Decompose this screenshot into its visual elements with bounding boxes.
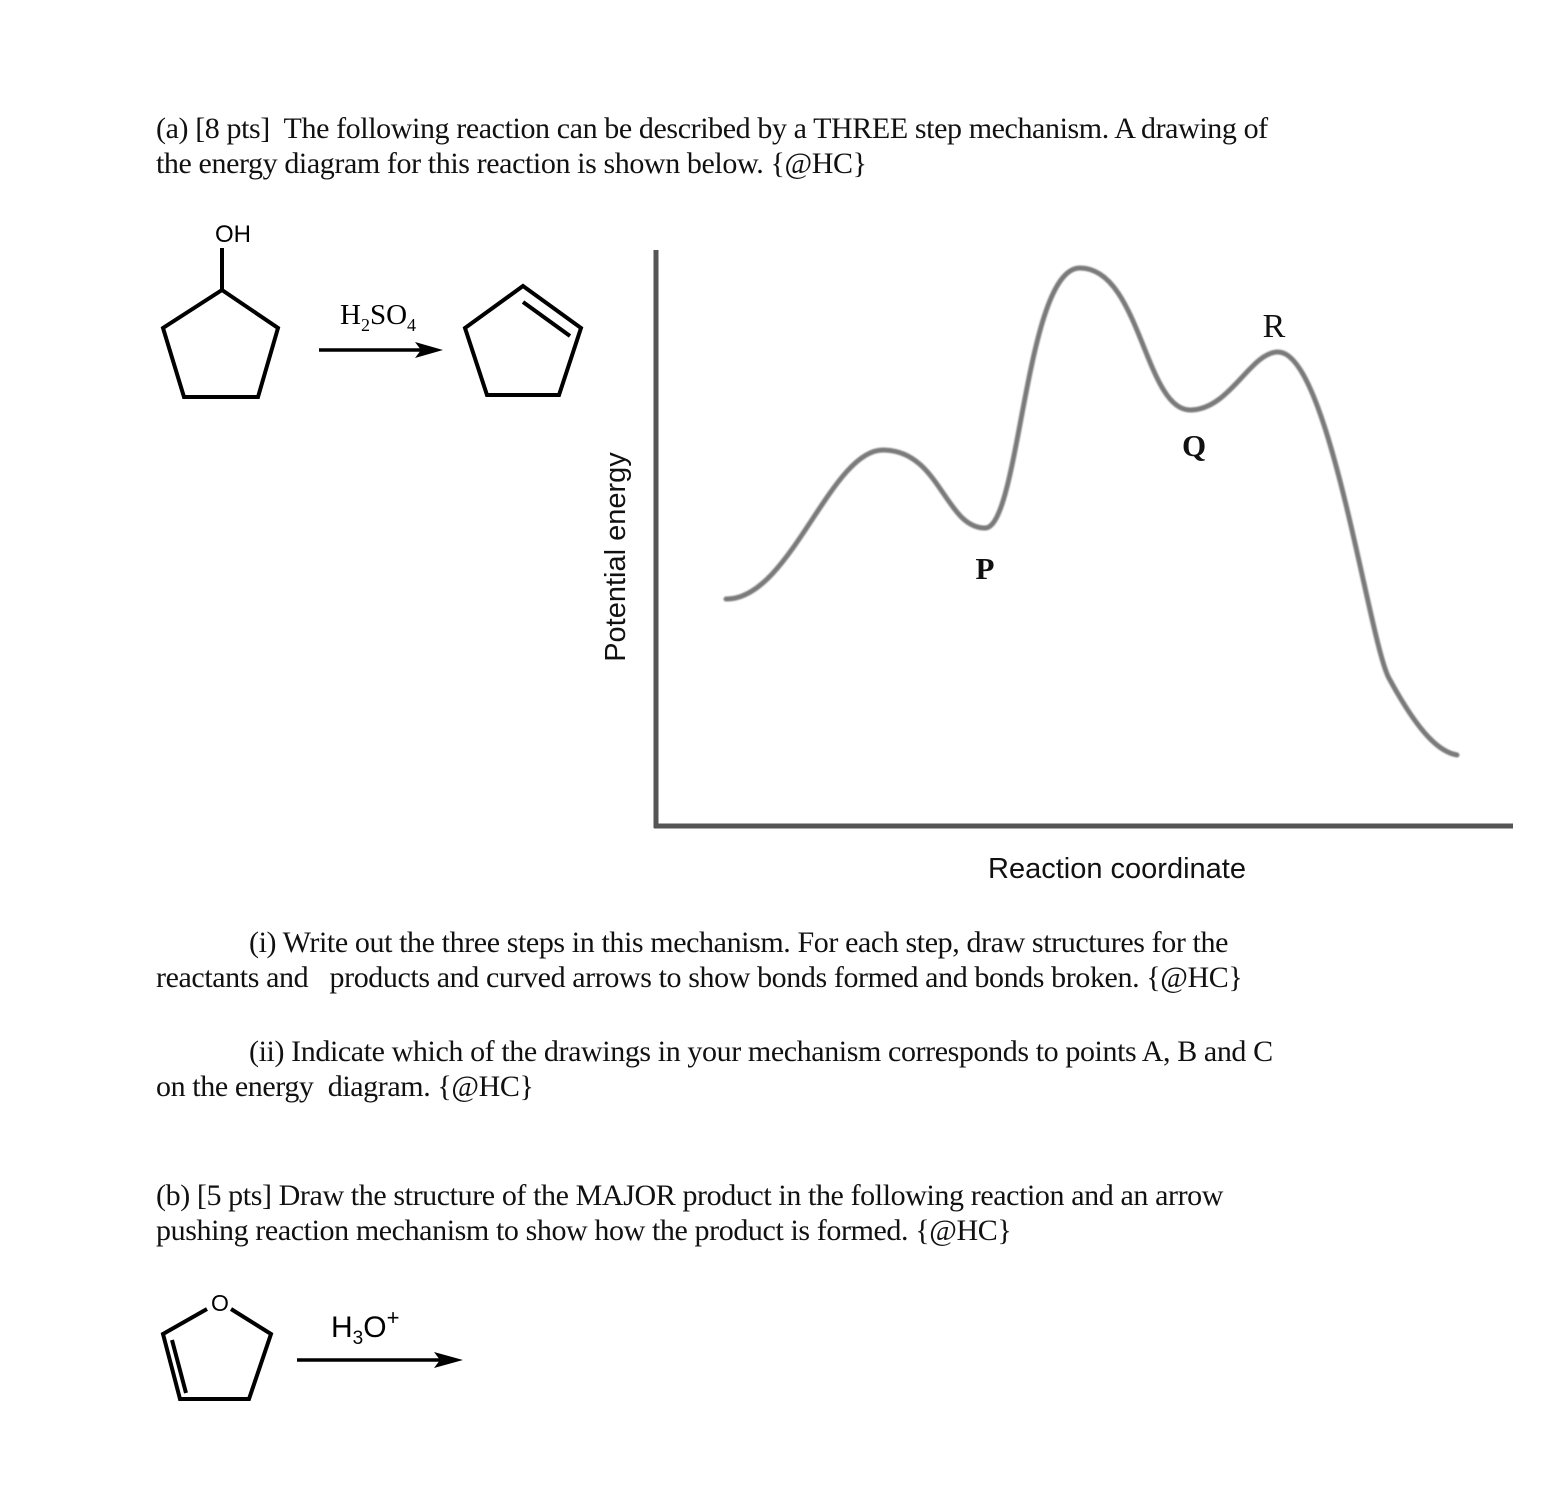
question-b-line-1: (b) [5 pts] Draw the structure of the MAJOR product in the following reaction and an arrow bbox=[156, 1179, 1224, 1212]
part-ii-line-1: (ii) Indicate which of the drawings in your mechanism corresponds to points A, B and C bbox=[249, 1035, 1273, 1068]
x-axis-label: Reaction coordinate bbox=[988, 853, 1246, 885]
reaction-b-scheme bbox=[0, 0, 640, 1492]
part-ii-line-2: on the energy diagram. {@HC} bbox=[156, 1070, 534, 1103]
question-a-line-1: (a) [8 pts] The following reaction can be described by a THREE step mechanism. A drawing of bbox=[156, 112, 1268, 145]
point-label-p: P bbox=[975, 551, 995, 586]
point-label-q: Q bbox=[1181, 428, 1207, 463]
ring-oxygen-label: O bbox=[211, 1290, 229, 1316]
svg-text:H2SO4: $H_2SO_4$ bbox=[340, 299, 417, 335]
reaction-arrow-b bbox=[297, 1352, 463, 1368]
hydroxyl-label: OH bbox=[215, 221, 251, 248]
y-axis-label: Potential energy bbox=[600, 452, 632, 662]
question-a-line-2: the energy diagram for this reaction is shown below. {@HC} bbox=[156, 147, 867, 180]
reagent-h3o-plus bbox=[331, 1305, 399, 1349]
energy-curve bbox=[726, 268, 1457, 755]
part-i-line-2: reactants and products and curved arrows to show bonds formed and bonds broken. {@HC} bbox=[156, 961, 1243, 994]
dihydrofuran-structure bbox=[163, 1309, 271, 1399]
point-label-r: R bbox=[1262, 308, 1286, 345]
part-i-line-1: (i) Write out the three steps in this mechanism. For each step, draw structures for the bbox=[249, 926, 1228, 959]
question-b-line-2: pushing reaction mechanism to show how the product is formed. {@HC} bbox=[156, 1214, 1012, 1247]
svg-text:H3O+: $H_3O^+$ bbox=[331, 1305, 400, 1349]
